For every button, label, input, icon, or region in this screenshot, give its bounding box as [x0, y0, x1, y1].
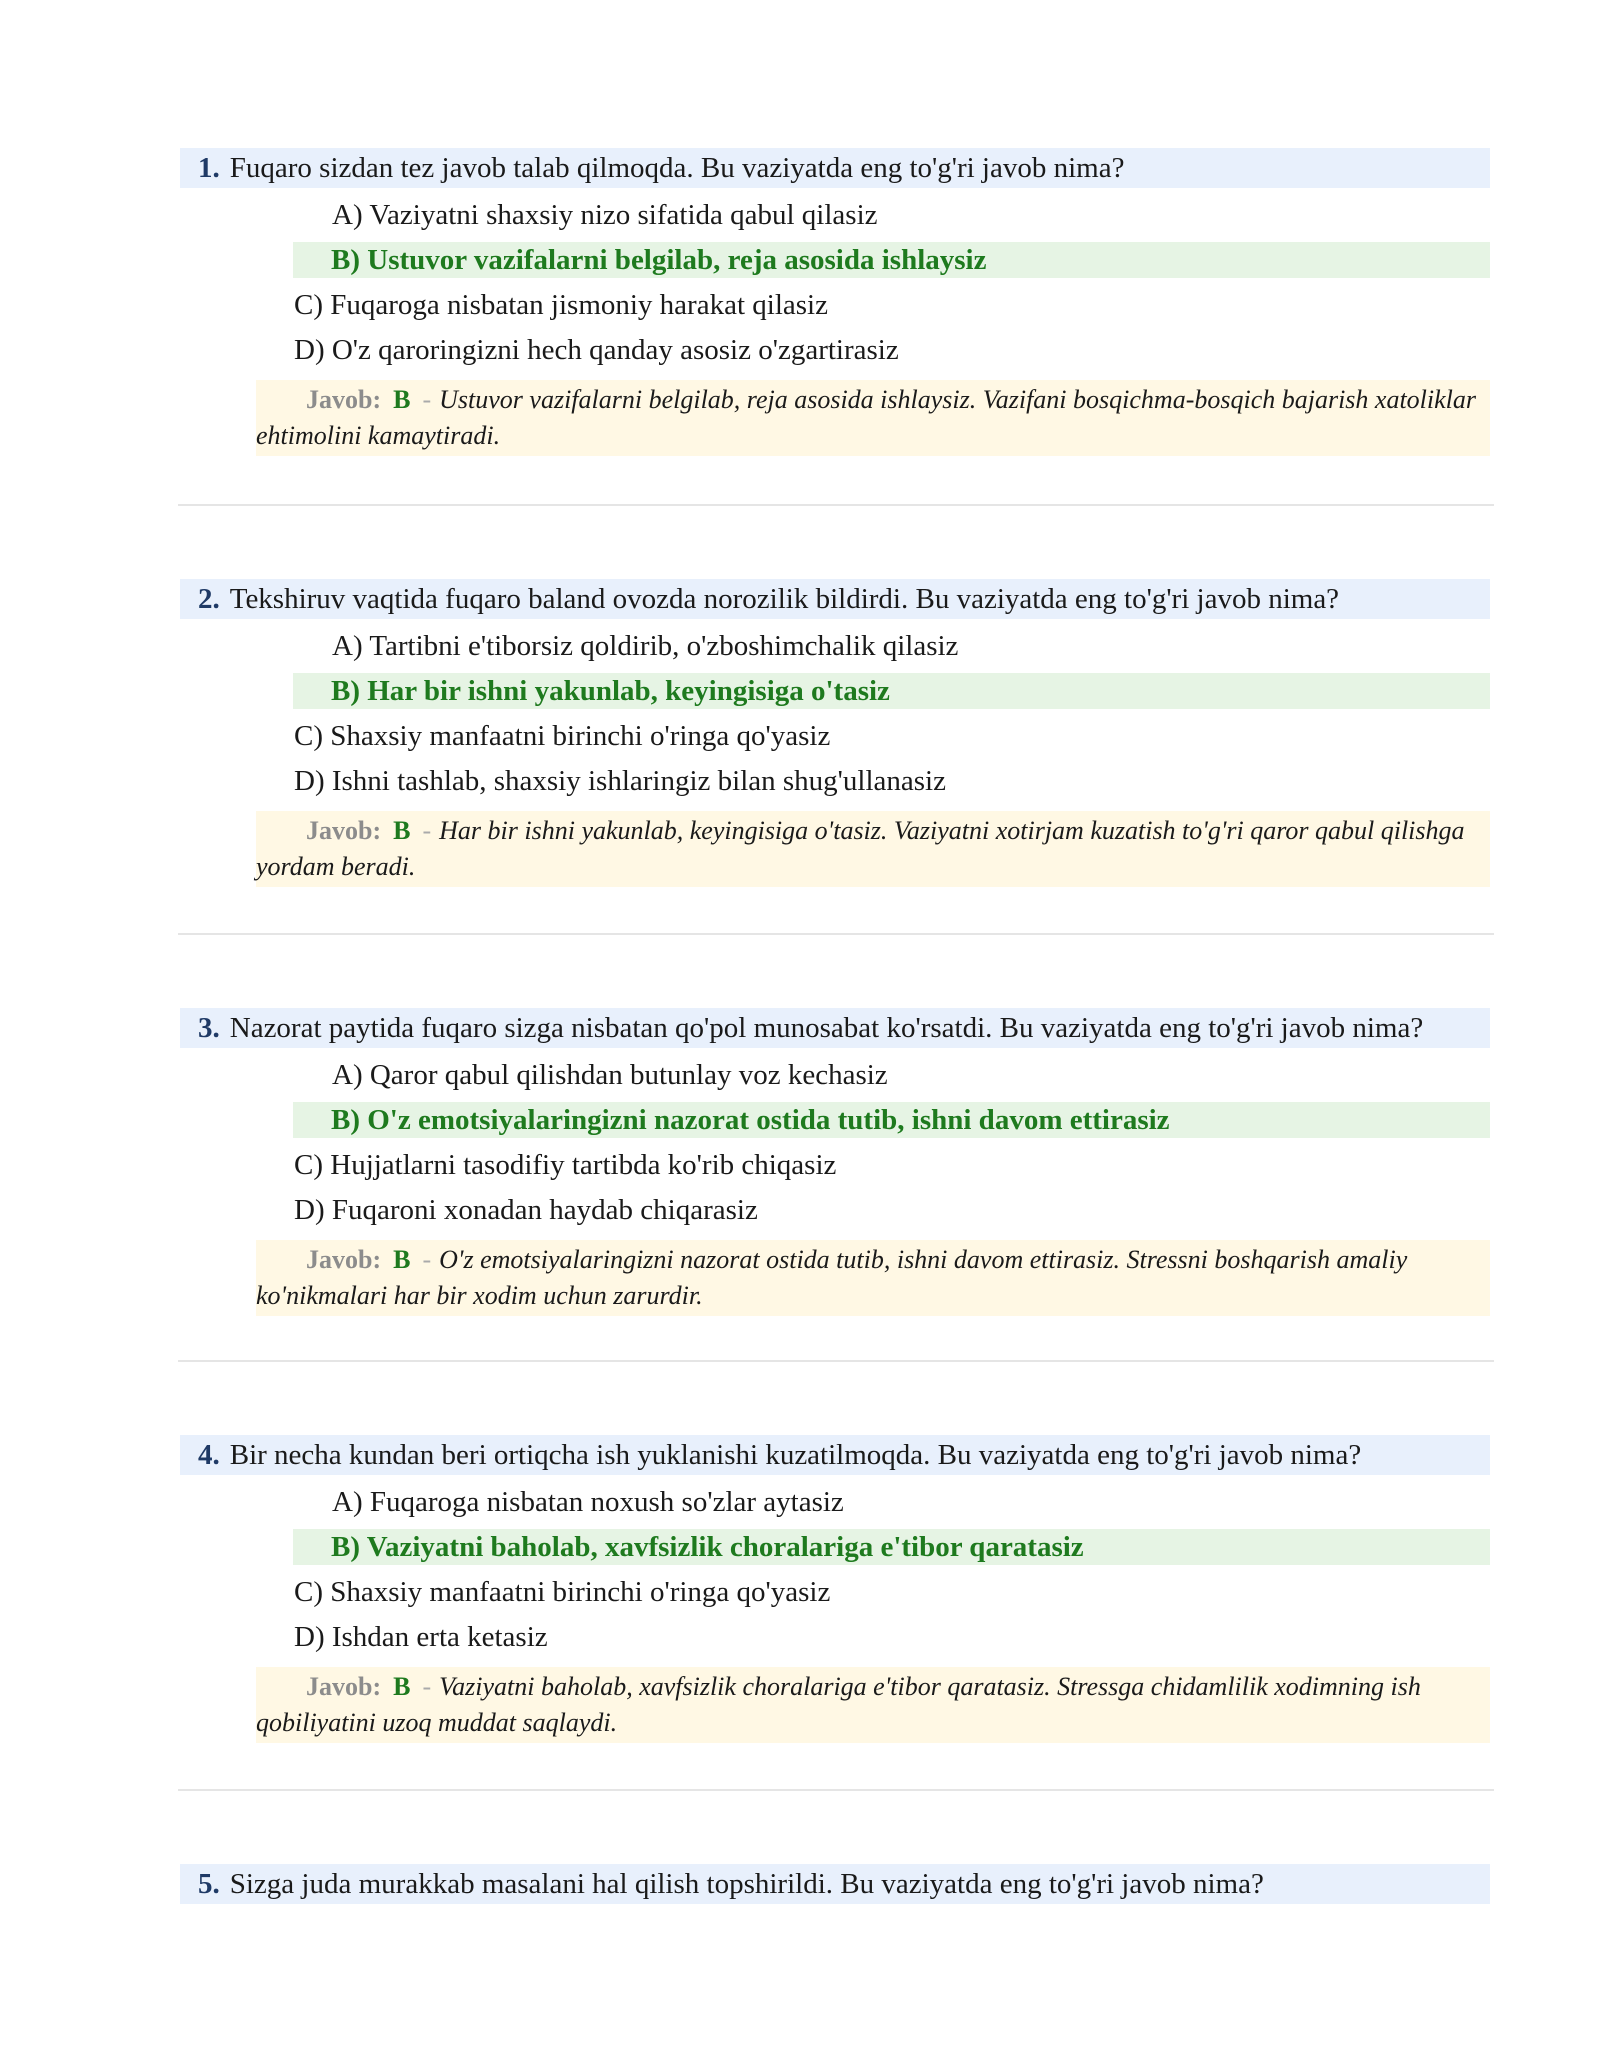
question-text: Tekshiruv vaqtida fuqaro baland ovozda norozilik bildirdi. Bu vaziyatda eng to'g'ri javob nima?: [229, 583, 1340, 615]
answer-dash: -: [422, 1672, 432, 1701]
answer-dash: -: [422, 385, 432, 414]
answer-box: [256, 1240, 1490, 1316]
option-d: D) Ishdan erta ketasiz: [294, 1621, 548, 1653]
answer-label: Javob:: [306, 385, 382, 414]
option-a: A) Fuqaroga nisbatan noxush so'zlar aytasiz: [332, 1486, 844, 1518]
question-number: 2.: [198, 583, 220, 615]
option-b-correct: B) Vaziyatni baholab, xavfsizlik choralariga e'tibor qaratasiz: [293, 1529, 1490, 1565]
option-d: D) Ishni tashlab, shaxsiy ishlaringiz bilan shug'ullanasiz: [294, 765, 946, 797]
question-5: [180, 1864, 1490, 1904]
option-b-correct: B) O'z emotsiyalaringizni nazorat ostida tutib, ishni davom ettirasiz: [293, 1102, 1490, 1138]
option-c: C) Shaxsiy manfaatni birinchi o'ringa qo'yasiz: [294, 720, 831, 752]
answer-explanation: Har bir ishni yakunlab, keyingisiga o'tasiz. Vaziyatni xotirjam kuzatish to'g'ri qaror qabul qilishga yordam beradi.: [256, 816, 1465, 881]
divider: [178, 504, 1494, 506]
question-header: [180, 1435, 1490, 1475]
question-number: 1.: [198, 152, 220, 184]
answer-box: [256, 380, 1490, 456]
option-d: D) Fuqaroni xonadan haydab chiqarasiz: [294, 1194, 758, 1226]
question-text: Fuqaro sizdan tez javob talab qilmoqda. Bu vaziyatda eng to'g'ri javob nima?: [229, 152, 1125, 184]
question-text: Bir necha kundan beri ortiqcha ish yuklanishi kuzatilmoqda. Bu vaziyatda eng to'g'ri javob nima?: [229, 1439, 1362, 1471]
answer-letter: B: [393, 816, 411, 845]
question-header: [180, 1864, 1490, 1904]
answer-explanation: O'z emotsiyalaringizni nazorat ostida tutib, ishni davom ettirasiz. Stressni boshqarish amaliy ko'nikmalari har bir xodim uchun zarurdir.: [256, 1245, 1408, 1310]
answer-dash: -: [422, 1245, 432, 1274]
question-number: 5.: [198, 1868, 220, 1900]
option-a: A) Vaziyatni shaxsiy nizo sifatida qabul qilasiz: [332, 199, 878, 231]
option-b-correct: B) Har bir ishni yakunlab, keyingisiga o'tasiz: [293, 673, 1490, 709]
question-4: [180, 1435, 1490, 1743]
divider: [178, 933, 1494, 935]
option-a: A) Tartibni e'tiborsiz qoldirib, o'zboshimchalik qilasiz: [332, 630, 959, 662]
option-c: C) Shaxsiy manfaatni birinchi o'ringa qo'yasiz: [294, 1576, 831, 1608]
question-3: [180, 1008, 1490, 1316]
divider: [178, 1360, 1494, 1362]
answer-explanation: Vaziyatni baholab, xavfsizlik choralariga e'tibor qaratasiz. Stressga chidamlilik xodimning ish qobiliyatini uzoq muddat saqlaydi.: [256, 1672, 1421, 1737]
question-header: [180, 148, 1490, 188]
answer-label: Javob:: [306, 1672, 382, 1701]
option-c: C) Hujjatlarni tasodifiy tartibda ko'rib chiqasiz: [294, 1149, 837, 1181]
question-header: [180, 579, 1490, 619]
answer-label: Javob:: [306, 1245, 382, 1274]
question-header: [180, 1008, 1490, 1048]
option-d: D) O'z qaroringizni hech qanday asosiz o'zgartirasiz: [294, 334, 899, 366]
answer-letter: B: [393, 1245, 411, 1274]
answer-box: [256, 1667, 1490, 1743]
option-c: C) Fuqaroga nisbatan jismoniy harakat qilasiz: [294, 289, 828, 321]
answer-explanation: Ustuvor vazifalarni belgilab, reja asosida ishlaysiz. Vazifani bosqichma-bosqich bajarish xatoliklar ehtimolini kamaytiradi.: [256, 385, 1477, 450]
answer-letter: B: [393, 1672, 411, 1701]
question-number: 3.: [198, 1012, 220, 1044]
question-number: 4.: [198, 1439, 220, 1471]
divider: [178, 1789, 1494, 1791]
question-2: [180, 579, 1490, 887]
option-b-correct: B) Ustuvor vazifalarni belgilab, reja asosida ishlaysiz: [293, 242, 1490, 278]
answer-dash: -: [422, 816, 432, 845]
question-1: [180, 148, 1490, 456]
answer-letter: B: [393, 385, 411, 414]
quiz-page: [180, 148, 1490, 1904]
answer-box: [256, 811, 1490, 887]
option-a: A) Qaror qabul qilishdan butunlay voz kechasiz: [332, 1059, 888, 1091]
answer-label: Javob:: [306, 816, 382, 845]
question-text: Nazorat paytida fuqaro sizga nisbatan qo'pol munosabat ko'rsatdi. Bu vaziyatda eng to'g'ri javob nima?: [229, 1012, 1424, 1044]
question-text: Sizga juda murakkab masalani hal qilish topshirildi. Bu vaziyatda eng to'g'ri javob nima?: [229, 1868, 1264, 1900]
